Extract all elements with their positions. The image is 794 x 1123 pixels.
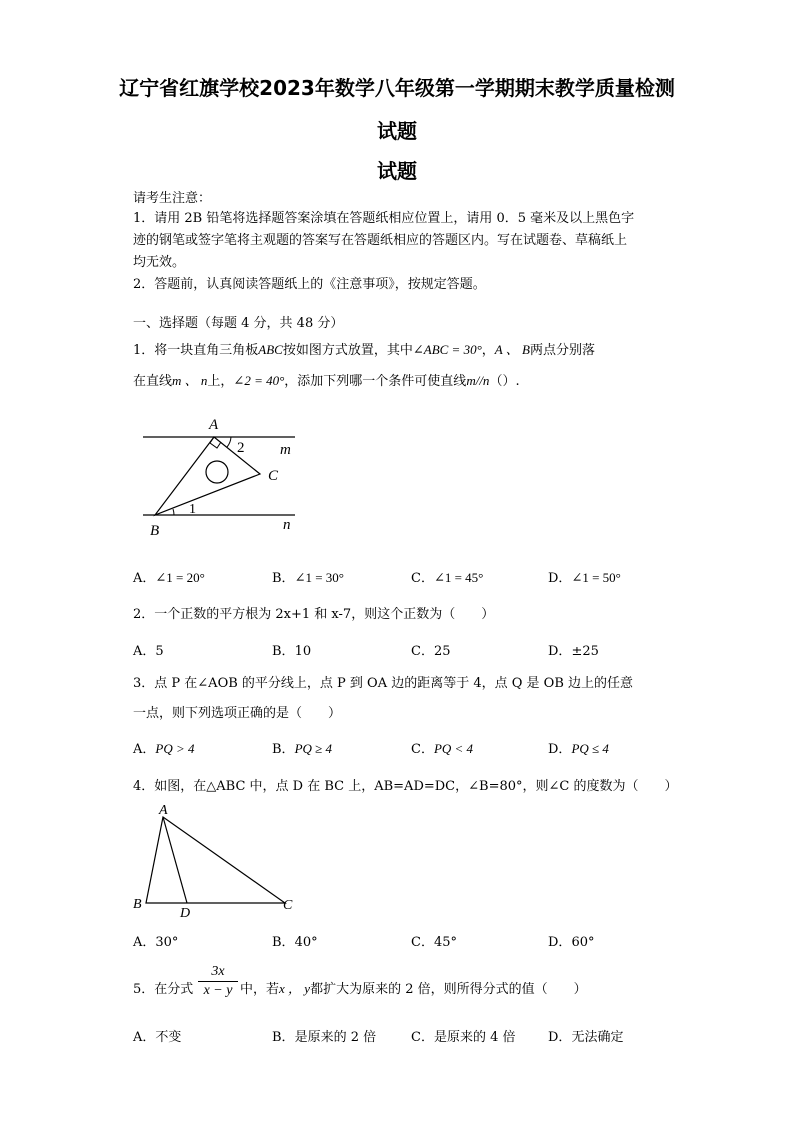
option-letter: C． xyxy=(411,935,434,950)
option-text: PQ > 4 xyxy=(155,741,195,756)
label-d: D xyxy=(180,906,191,921)
q2-option-d[interactable] xyxy=(548,640,599,659)
option-text: 60° xyxy=(571,935,595,950)
document-title-line3: 试题 xyxy=(377,159,417,183)
option-letter: C． xyxy=(411,1030,434,1045)
q1-text-d: 两点分别落 xyxy=(529,343,595,358)
option-text: 10 xyxy=(294,644,312,659)
label-a: A xyxy=(209,417,219,433)
q3-option-c[interactable] xyxy=(411,738,473,757)
q4-option-c[interactable] xyxy=(411,931,457,950)
option-text: PQ ≥ 4 xyxy=(294,741,333,756)
q1-text-g: ，添加下列哪一个条件可使直线 xyxy=(284,374,467,389)
question-1-line1 xyxy=(133,339,595,358)
fraction-denominator: x − y xyxy=(203,983,233,998)
q2-option-b[interactable] xyxy=(272,640,311,659)
option-text: ±25 xyxy=(571,644,599,659)
option-letter: B． xyxy=(272,571,295,586)
label-a: A xyxy=(159,803,168,818)
q1-text-h: （）. xyxy=(489,374,520,389)
q5-fraction xyxy=(198,964,238,999)
q4-figure xyxy=(130,800,300,922)
question-3-line2: 一点，则下列选项正确的是（ ） xyxy=(133,706,342,721)
q5-text-b: 中，若 xyxy=(240,982,280,997)
option-text: ∠1 = 45° xyxy=(433,570,484,585)
notice-line2: 迹的钢笔或签字笔将主观题的答案写在答题纸相应的答题区内。写在试题卷、草稿纸上 xyxy=(133,233,628,248)
notice-line1: 1．请用 2B 铅笔将选择题答案涂填在答题纸相应位置上，请用 0．5 毫米及以上黑色字 xyxy=(133,211,635,226)
q5-option-b[interactable] xyxy=(272,1026,376,1045)
label-angle-1: 1 xyxy=(189,502,196,517)
notice-heading: 请考生注意： xyxy=(133,191,212,206)
q1-angle-2: ∠2 = 40° xyxy=(233,373,285,388)
fraction-numerator: 3x xyxy=(198,964,238,982)
option-text: ∠1 = 30° xyxy=(294,570,344,585)
q1-option-b[interactable] xyxy=(272,567,344,586)
q5-text-a: 5．在分式 xyxy=(133,982,194,997)
q1-text-f: 上， xyxy=(207,374,234,389)
q1-text-e: 在直线 xyxy=(133,374,173,389)
q1-parallel: m//n xyxy=(466,373,490,388)
q4-option-a[interactable] xyxy=(133,931,178,950)
angle-2-arc xyxy=(227,437,231,447)
option-letter: A． xyxy=(133,1030,156,1045)
q1-text-c: ， xyxy=(481,343,495,358)
label-b: B xyxy=(133,897,142,912)
option-letter: D． xyxy=(548,935,572,950)
q1-option-a[interactable] xyxy=(133,567,205,586)
question-2: 2．一个正数的平方根为 2x+1 和 x-7，则这个正数为（ ） xyxy=(133,607,495,622)
option-letter: D． xyxy=(548,644,572,659)
section-heading: 一、选择题（每题 4 分，共 48 分） xyxy=(133,316,344,331)
label-c: C xyxy=(268,468,279,484)
option-letter: A． xyxy=(133,935,156,950)
option-letter: B． xyxy=(272,1030,295,1045)
option-letter: C． xyxy=(411,742,434,757)
option-text: 是原来的 2 倍 xyxy=(294,1030,377,1045)
option-text: 不变 xyxy=(155,1030,182,1045)
q1-text-b: 按如图方式放置，其中 xyxy=(282,343,413,358)
angle-1-arc xyxy=(173,509,174,515)
option-text: 30° xyxy=(155,935,179,950)
q1-option-d[interactable] xyxy=(548,567,621,586)
q1-points-ab: A 、 B xyxy=(494,342,530,357)
q5-vars: x ， y xyxy=(279,981,311,996)
question-1-line2 xyxy=(133,370,520,389)
option-letter: D． xyxy=(548,1030,572,1045)
q3-option-d[interactable] xyxy=(548,738,609,757)
label-m: m xyxy=(280,442,291,458)
q1-option-c[interactable] xyxy=(411,567,483,586)
option-text: ∠1 = 50° xyxy=(571,570,621,585)
option-letter: C． xyxy=(411,571,434,586)
option-letter: B． xyxy=(272,742,295,757)
option-letter: D． xyxy=(548,571,572,586)
triangle-hole xyxy=(206,461,228,483)
option-letter: A． xyxy=(133,571,156,586)
option-letter: D． xyxy=(548,742,572,757)
question-3-line1: 3．点 P 在∠AOB 的平分线上，点 P 到 OA 边的距离等于 4，点 Q 是 OB 边上的任意 xyxy=(133,676,634,691)
q1-text-a: 1．将一块直角三角板 xyxy=(133,343,259,358)
option-text: 25 xyxy=(433,644,451,659)
q1-figure xyxy=(130,410,310,545)
q5-text-rest xyxy=(240,978,587,997)
option-text: 5 xyxy=(155,644,164,659)
question-4: 4．如图，在△ABC 中，点 D 在 BC 上，AB=AD=DC，∠B=80°，则∠C 的度数为（ ） xyxy=(133,779,678,794)
q4-option-d[interactable] xyxy=(548,931,594,950)
q1-angle-abc: ∠ABC = 30° xyxy=(412,342,482,357)
option-text: 无法确定 xyxy=(571,1030,624,1045)
option-letter: A． xyxy=(133,644,156,659)
q3-option-a[interactable] xyxy=(133,738,195,757)
option-letter: B． xyxy=(272,644,295,659)
q5-option-a[interactable] xyxy=(133,1026,181,1045)
q5-option-d[interactable] xyxy=(548,1026,623,1045)
option-text: PQ ≤ 4 xyxy=(571,741,609,756)
option-text: 是原来的 4 倍 xyxy=(433,1030,516,1045)
option-letter: A． xyxy=(133,742,156,757)
q1-abc: ABC xyxy=(258,342,283,357)
option-text: PQ < 4 xyxy=(433,741,474,756)
q2-option-a[interactable] xyxy=(133,640,164,659)
document-title-line1: 辽宁省红旗学校2023年数学八年级第一学期期末教学质量检测 xyxy=(119,76,675,100)
label-n: n xyxy=(283,517,291,533)
q1-lines-mn: m 、 n xyxy=(172,373,208,388)
segment-ad xyxy=(163,817,187,903)
option-letter: B． xyxy=(272,935,295,950)
option-text: ∠1 = 20° xyxy=(155,570,205,585)
notice-line3: 均无效。 xyxy=(133,255,186,270)
q5-option-c[interactable] xyxy=(411,1026,516,1045)
q4-option-b[interactable] xyxy=(272,931,318,950)
q2-option-c[interactable] xyxy=(411,640,451,659)
option-letter: C． xyxy=(411,644,434,659)
label-angle-2: 2 xyxy=(237,440,245,456)
label-c: C xyxy=(283,898,293,913)
q3-option-b[interactable] xyxy=(272,738,332,757)
document-title-line2: 试题 xyxy=(377,119,417,143)
option-text: 45° xyxy=(433,935,457,950)
label-b: B xyxy=(150,523,160,539)
q5-text-c: 都扩大为原来的 2 倍，则所得分式的值（ ） xyxy=(310,982,587,997)
notice-line4: 2．答题前，认真阅读答题纸上的《注意事项》，按规定答题。 xyxy=(133,277,486,292)
option-text: 40° xyxy=(294,935,318,950)
